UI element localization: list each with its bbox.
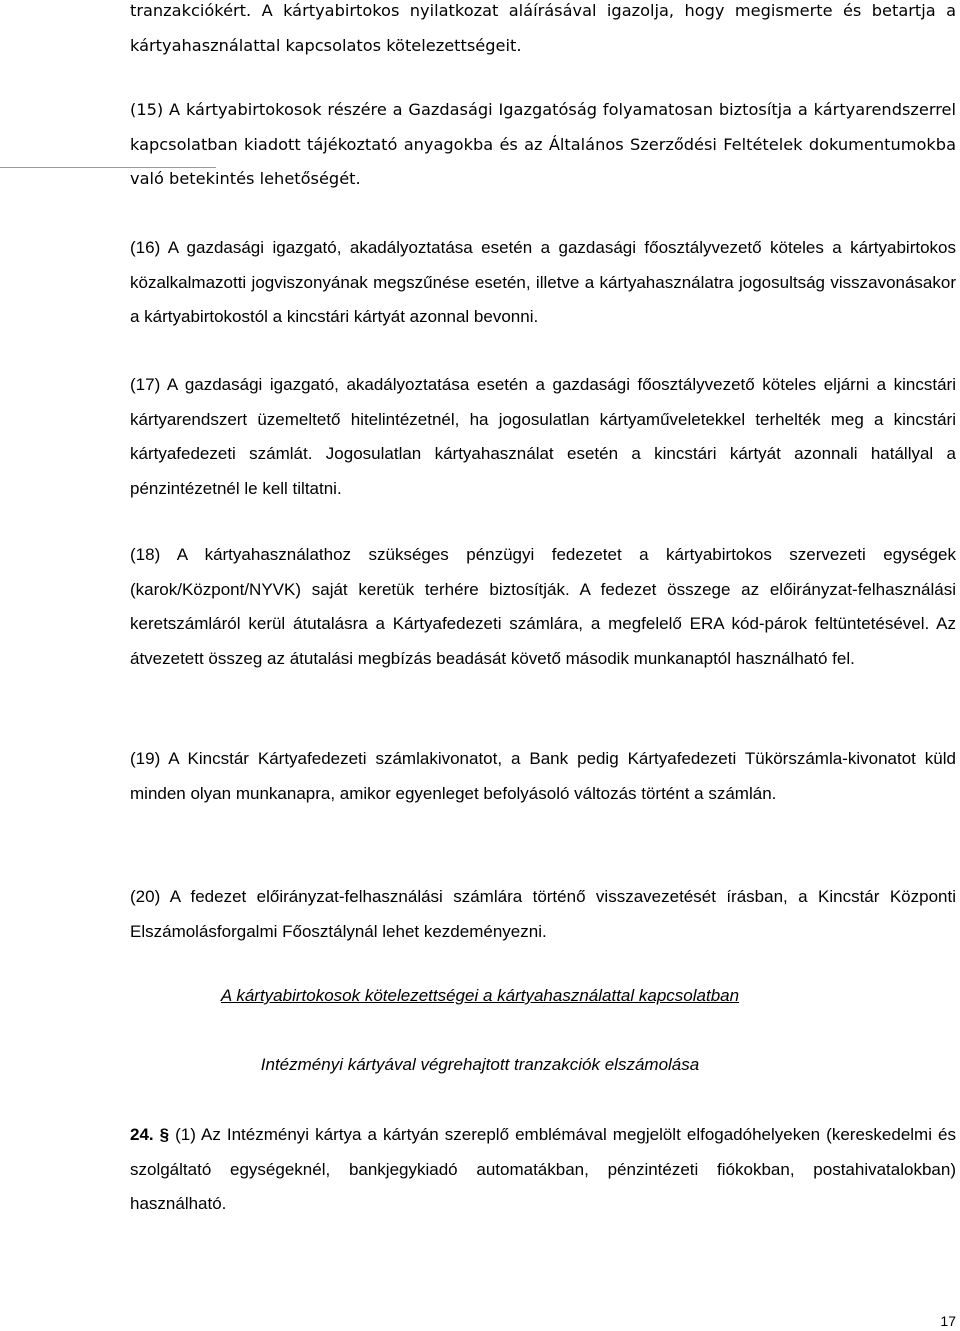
paragraph-intro: tranzakciókért. A kártyabirtokos nyilatkozat aláírásával igazolja, hogy megismerte és betartja a kártyahasználattal kapcsolatos kötelezettségeit. — [130, 1, 956, 55]
paragraph-16: (16) A gazdasági igazgató, akadályoztatása esetén a gazdasági főosztályvezető köteles a kártyabirtokos közalkalmazotti jogviszonyának megszűnése esetén, illetve a kártyahasználatra jogosultság visszavonásakor a kártyabirtokostól a kincstári kártyát azonnal bevonni. — [130, 238, 956, 326]
section-heading: A kártyabirtokosok kötelezettségei a kártyahasználattal kapcsolatban — [220, 986, 740, 1005]
paragraph-19: (19) A Kincstár Kártyafedezeti számlakivonatot, a Bank pedig Kártyafedezeti Tükörszámla-kivonatot küld minden olyan munkanapra, amikor egyenleget befolyásoló változás történt a számlán. — [130, 749, 956, 803]
paragraph-20: (20) A fedezet előirányzat-felhasználási számlára történő visszavezetését írásban, a Kincstár Központi Elszámolásforgalmi Főosztálynál lehet kezdeményezni. — [130, 887, 956, 941]
section-sign: § — [159, 1125, 170, 1144]
paragraph-17: (17) A gazdasági igazgató, akadályoztatása esetén a gazdasági főosztályvezető köteles eljárni a kincstári kártyarendszert üzemeltető hitelintézetnél, ha jogosulatlan kártyaműveletekkel terhelték meg a kincstári kártyafedezeti számlát. Jogosulatlan kártyahasználat esetén a kincstári kártyát azonnali hatállyal a pénzintézetnél le kell tiltatni. — [130, 375, 956, 498]
paragraph-15: (15) A kártyabirtokosok részére a Gazdasági Igazgatóság folyamatosan biztosítja a kártyarendszerrel kapcsolatban kiadott tájékoztató anyagokba és az Általános Szerződési Feltételek dokumentumokba való betekintés lehetőségét. — [130, 100, 956, 188]
paragraph-18: (18) A kártyahasználathoz szükséges pénzügyi fedezetet a kártyabirtokos szervezeti egységek (karok/Központ/NYVK) saját keretük terhére biztosítják. A fedezet összege az előirányzat-felhasználási keretszámláról kerül átutalásra a Kártyafedezeti számlára, a megfelelő ERA kód-párok feltüntetésével. Az átvezetett összeg az átutalási megbízás beadását követő második munkanaptól használható fel. — [130, 545, 956, 668]
paragraph-24-1 — [130, 1118, 956, 1222]
section-24-text: (1) Az Intézményi kártya a kártyán szereplő emblémával megjelölt elfogadóhelyeken (kereskedelmi és szolgáltató egységeknél, bankjegykiadó automatákban, pénzintézeti fiókokban, postahivatalokban) használható. — [130, 1125, 956, 1213]
margin-rule — [0, 167, 216, 168]
page-number: 17 — [940, 1313, 956, 1329]
section-number: 24. — [130, 1125, 154, 1144]
section-subheading: Intézményi kártyával végrehajtott tranzakciók elszámolása — [260, 1055, 700, 1074]
